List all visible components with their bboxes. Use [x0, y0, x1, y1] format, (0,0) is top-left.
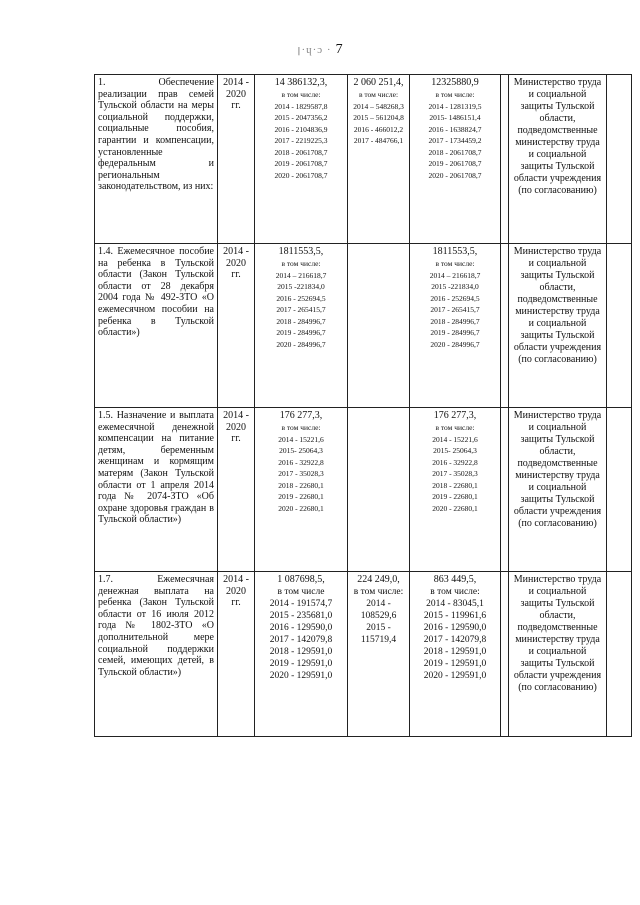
amount-line: в том числе:	[353, 587, 404, 597]
amount-line: 2019 - 2061708,7	[428, 159, 482, 168]
amount-line: 2019 - 284996,7	[430, 328, 480, 337]
federal-amount-cell	[348, 572, 410, 737]
empty-cell	[607, 408, 632, 572]
executor-cell: Министерство труда и социальной защиты Тульской области, подведомственные министерству труда и социальной защиты Тульской области учреждения (по согласованию)	[509, 244, 607, 408]
amount-line: 2020 - 22680,1	[432, 503, 478, 513]
amount-line: 2019 - 2061708,7	[274, 159, 328, 168]
amount-line: 2019 - 284996,7	[276, 328, 326, 337]
amount-line: 2014 - 15221,6	[278, 434, 324, 444]
amount-line: 2016 - 32922,8	[432, 457, 478, 467]
amount-line: в том числе:	[435, 423, 475, 432]
amount-line: 2018 - 129591,0	[269, 647, 333, 657]
amount-line: 2014 - 1281319,5	[428, 101, 482, 111]
amount-line: в том числе:	[435, 259, 475, 268]
table-row	[95, 572, 632, 737]
executor-cell: Министерство труда и социальной защиты Тульской области, подведомственные министерству труда и социальной защиты Тульской области учреждения (по согласованию)	[509, 75, 607, 244]
amount-total: 224 249,0,	[357, 574, 400, 585]
table-row	[95, 244, 632, 408]
amount-line: 2015 -221834,0	[431, 282, 479, 291]
amount-line: в том числе:	[358, 90, 399, 99]
amount-line: 2014 -	[366, 599, 391, 609]
total-amount-cell	[255, 408, 348, 572]
amount-line: 2020 - 129591,0	[423, 671, 487, 681]
executor-cell: Министерство труда и социальной защиты Тульской области, подведомственные министерству труда и социальной защиты Тульской области учреждения (по согласованию)	[509, 572, 607, 737]
empty-cell	[607, 75, 632, 244]
amount-line: 2019 - 129591,0	[269, 659, 333, 669]
empty-cell	[607, 572, 632, 737]
amount-line: 2018 - 284996,7	[276, 316, 326, 326]
page-scribble: ꞁ·ɥ·ɔ ·	[297, 44, 332, 56]
regional-amount-cell	[410, 408, 501, 572]
amount-line: в том числе:	[430, 587, 480, 597]
amount-line: 2017 - 35028,3	[432, 469, 478, 478]
regional-amount-cell	[410, 75, 501, 244]
measure-name-cell: 1.5. Назначение и выплата ежемесячной денежной компенсации на питание детям, беременным женщинам и кормящим матерям (Закон Тульской области от 1 апреля 2014 года № 2074-ЗТО «Об охране здоровья граждан в Тульской области»)	[95, 408, 218, 572]
amount-line: 2019 - 22680,1	[278, 492, 324, 501]
empty-cell	[501, 244, 509, 408]
total-amount-cell	[255, 244, 348, 408]
amount-line: 2018 - 2061708,7	[274, 147, 328, 157]
amount-line: 2015- 1486151,4	[429, 113, 481, 122]
total-amount-cell	[255, 75, 348, 244]
federal-amount-cell	[348, 244, 410, 408]
amount-line: 2016 - 2104836,9	[274, 124, 328, 134]
measure-name-cell: 1.4. Ежемесячное пособие на ребенка в Тульской области (Закон Тульской области от 28 декабря 2004 года № 492-ЗТО «О ежемесячном пособии на ребенка в Тульской области»)	[95, 244, 218, 408]
amount-line: 2015 - 2047356,2	[274, 113, 328, 122]
amount-line: в том числе:	[281, 90, 321, 99]
federal-amount-cell	[348, 408, 410, 572]
amount-line: 2015 -	[366, 623, 391, 633]
amount-total: 1811553,5,	[432, 246, 478, 257]
measure-name-cell: 1. Обеспечение реализации прав семей Тульской области на меры социальной поддержки, социальные пособия, гарантии и компенсации, установленные федеральным и региональным законодательством, из них:	[95, 75, 218, 244]
amount-line: 2018 - 284996,7	[430, 316, 480, 326]
amount-line: 2017 - 484766,1	[353, 136, 404, 145]
empty-cell	[607, 244, 632, 408]
amount-line: 2017 - 265415,7	[430, 305, 480, 314]
program-table	[94, 74, 632, 737]
amount-line: 2018 - 22680,1	[432, 480, 478, 490]
amount-total: 12325880,9	[431, 77, 479, 88]
amount-line: в том числе:	[281, 423, 321, 432]
total-amount-cell	[255, 572, 348, 737]
amount-line: 2019 - 129591,0	[423, 659, 487, 669]
amount-line: 2020 - 129591,0	[269, 671, 333, 681]
amount-line: 2017 - 142079,8	[269, 635, 333, 645]
table-row	[95, 408, 632, 572]
amount-total: 863 449,5,	[433, 574, 477, 585]
amount-line: 2018 - 129591,0	[423, 647, 487, 657]
regional-amount-cell	[410, 572, 501, 737]
period-cell: 2014 - 2020 гг.	[218, 75, 255, 244]
amount-line: 2014 - 83045,1	[426, 599, 484, 609]
amount-line: 2020 - 22680,1	[278, 503, 324, 513]
amount-line: 2014 – 216618,7	[275, 270, 327, 280]
amount-line: 2020 - 2061708,7	[274, 170, 328, 180]
amount-total: 176 277,3,	[279, 410, 323, 421]
amount-line: 115719,4	[360, 635, 397, 645]
amount-line: 2015 - 119961,6	[423, 611, 487, 621]
amount-line: в том числе:	[281, 259, 321, 268]
period-cell: 2014 - 2020 гг.	[218, 572, 255, 737]
amount-line: 2015 – 561204,8	[353, 113, 404, 122]
amount-line: 2014 - 1829587,8	[274, 101, 328, 111]
amount-line: 2016 - 32922,8	[278, 457, 324, 467]
executor-cell: Министерство труда и социальной защиты Тульской области, подведомственные министерству труда и социальной защиты Тульской области учреждения (по согласованию)	[509, 408, 607, 572]
period-cell: 2014 - 2020 гг.	[218, 408, 255, 572]
amount-line: 2015- 25064,3	[279, 446, 323, 455]
amount-line: 2016 - 129590,0	[423, 623, 487, 633]
empty-cell	[501, 75, 509, 244]
empty-cell	[501, 408, 509, 572]
amount-total: 1811553,5,	[278, 246, 324, 257]
amount-line: 2017 - 2219225,3	[274, 136, 328, 145]
amount-line: 2016 - 1638824,7	[428, 124, 482, 134]
amount-line: 2018 - 2061708,7	[428, 147, 482, 157]
amount-line: 2017 - 142079,8	[423, 635, 487, 645]
amount-line: в том числе	[277, 587, 325, 597]
amount-line: 2016 - 252694,5	[430, 293, 480, 303]
amount-line: в том числе:	[435, 90, 475, 99]
amount-total: 1 087698,5,	[277, 574, 325, 585]
amount-line: 2015 - 235681,0	[269, 611, 333, 621]
amount-line: 2020 - 284996,7	[430, 339, 480, 349]
page-number	[0, 42, 640, 58]
amount-line: 2014 – 548268,3	[353, 101, 404, 111]
empty-cell	[501, 572, 509, 737]
amount-line: 2018 - 22680,1	[278, 480, 324, 490]
amount-line: 2016 - 129590,0	[269, 623, 333, 633]
amount-line: 2020 - 284996,7	[276, 339, 326, 349]
amount-line: 2016 - 466012,2	[353, 124, 404, 134]
amount-line: 2020 - 2061708,7	[428, 170, 482, 180]
amount-line: 108529,6	[360, 611, 397, 621]
amount-line: 2016 - 252694,5	[276, 293, 326, 303]
amount-line: 2017 - 35028,3	[278, 469, 324, 478]
federal-amount-cell	[348, 75, 410, 244]
amount-total: 14 386132,3,	[274, 77, 328, 88]
amount-total: 176 277,3,	[433, 410, 477, 421]
period-cell: 2014 - 2020 гг.	[218, 244, 255, 408]
amount-line: 2014 - 15221,6	[432, 434, 478, 444]
measure-name-cell: 1.7. Ежемесячная денежная выплата на ребенка (Закон Тульской области от 16 июля 2012 года № 1802-ЗТО «О дополнительной мере социальной поддержки семей, имеющих детей, в Тульской области»)	[95, 572, 218, 737]
regional-amount-cell	[410, 244, 501, 408]
amount-line: 2017 - 1734459,2	[428, 136, 482, 145]
amount-line: 2014 – 216618,7	[429, 270, 481, 280]
page-number-value: 7	[335, 42, 343, 57]
amount-total: 2 060 251,4,	[353, 77, 404, 88]
amount-line: 2017 - 265415,7	[276, 305, 326, 314]
amount-line: 2014 - 191574,7	[269, 599, 333, 609]
amount-line: 2015 -221834,0	[277, 282, 325, 291]
table-row	[95, 75, 632, 244]
amount-line: 2019 - 22680,1	[432, 492, 478, 501]
amount-line: 2015- 25064,3	[433, 446, 477, 455]
